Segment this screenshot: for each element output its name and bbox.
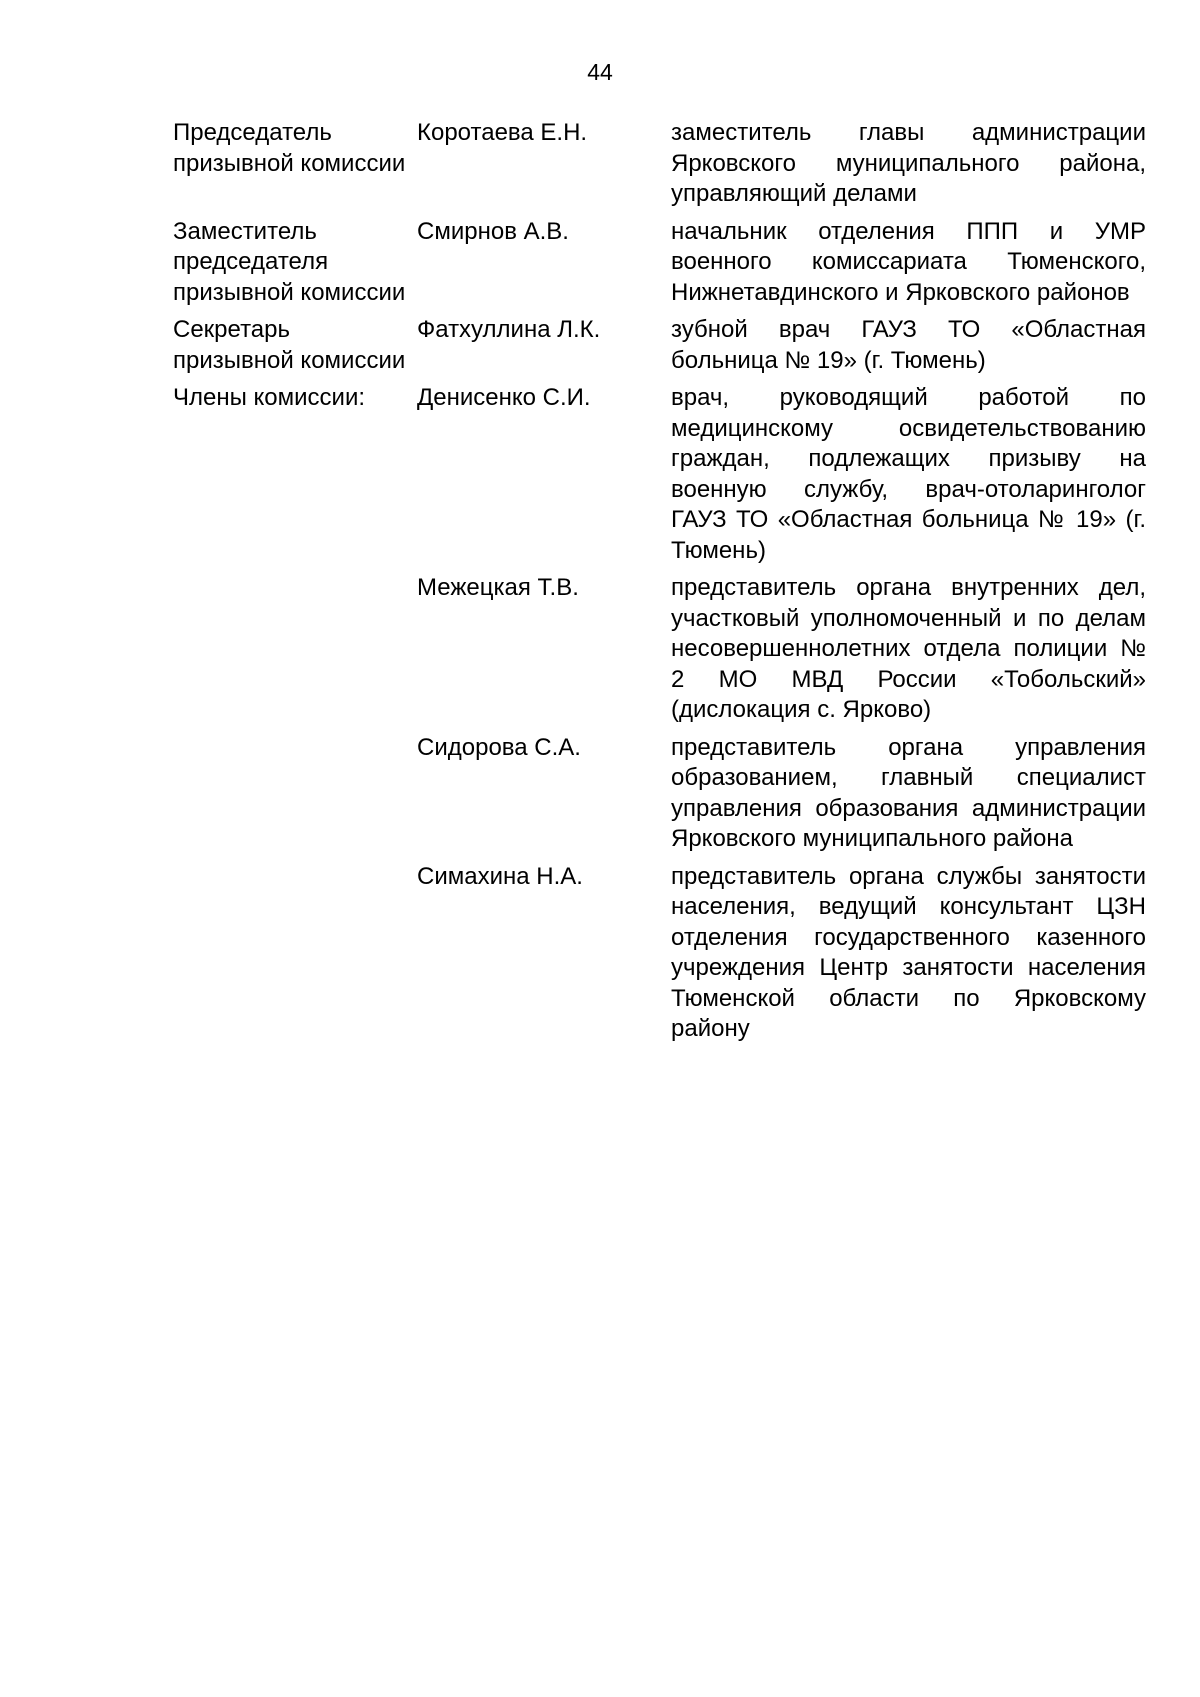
person-name: Симахина Н.А. [417,862,583,890]
position-description: начальник отделения ППП и УМР военного комиссариата Тюменского, Нижнетавдинского и Ярковского районов [671,217,1146,306]
roster-row-member [173,383,1146,566]
person-name: Смирнов А.В. [417,217,569,245]
role-label: Председатель призывной комиссии [173,119,406,177]
page-number: 44 [587,59,613,85]
position-description: зубной врач ГАУЗ ТО «Областная больница № 19» (г. Тюмень) [671,316,1146,374]
position-description: врач, руководящий работой по медицинскому освидетельствованию граждан, подлежащих призыву на военную службу, врач-отоларинголог ГАУЗ ТО «Областная больница № 19» (г. Тюмень) [671,384,1146,564]
roster-row-chairman [173,118,1146,210]
roster-row-deputy-chairman [173,217,1146,309]
roster-row-member [173,862,1146,1045]
roster-row-member [173,573,1146,726]
person-name: Межецкая Т.В. [417,574,579,601]
person-name: Денисенко С.И. [417,384,591,411]
position-description: представитель органа службы занятости населения, ведущий консультант ЦЗН отделения государственного казенного учреждения Центр занятости населения Тюменской области по Ярковскому району [671,862,1146,1042]
role-label: Секретарь призывной комиссии [173,316,406,374]
person-name: Фатхуллина Л.К. [417,316,601,343]
role-label: Члены комиссии: [173,384,366,411]
person-name: Коротаева Е.Н. [417,119,588,146]
position-description: представитель органа внутренних дел, участковый уполномоченный и по делам несовершеннолетних отдела полиции № 2 МО МВД России «Тобольский» (дислокация с. Ярково) [671,574,1146,723]
position-description: представитель органа управления образованием, главный специалист управления образования администрации Ярковского муниципального района [671,733,1146,852]
role-label: Заместитель председателя призывной комиссии [173,217,406,306]
roster-row-member [173,733,1146,855]
roster-row-secretary [173,315,1146,376]
commission-roster [173,118,1146,1045]
person-name: Сидорова С.А. [417,733,581,761]
position-description: заместитель главы администрации Ярковского муниципального района, управляющий делами [671,119,1146,207]
